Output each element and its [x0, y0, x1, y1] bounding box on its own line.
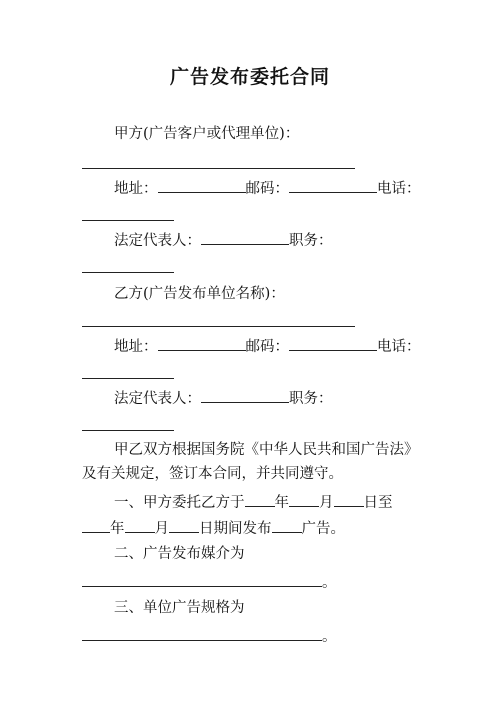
month2-blank [125, 518, 155, 533]
day-to-label: 日至 [363, 495, 393, 511]
rep-label: 法定代表人： [114, 391, 201, 407]
year-label: 年 [274, 495, 289, 511]
address-label: 地址： [114, 181, 158, 197]
clause-2-blank [82, 572, 337, 593]
clause-1-prefix: 一、甲方委托乙方于 [114, 495, 245, 511]
party-a-rep-row [114, 230, 333, 251]
ad-blank [272, 518, 302, 533]
month2-label: 月 [154, 521, 169, 537]
party-a-heading: 甲方(广告客户或代理单位)： [114, 126, 300, 142]
postcode-blank [289, 336, 377, 351]
clause-1-line-2 [82, 518, 345, 539]
month-blank [289, 492, 319, 507]
party-b-name-blank [82, 312, 355, 333]
day2-blank [169, 518, 199, 533]
period-label: 日期间发布 [199, 521, 272, 537]
phone-label: 电话： [377, 181, 421, 197]
party-b-position-blank [82, 416, 174, 437]
clause-3-end: 。 [322, 629, 337, 645]
party-b-heading: 乙方(广告发布单位名称)： [114, 286, 285, 302]
ad-suffix: 广告。 [301, 521, 345, 537]
postcode-blank [289, 178, 377, 193]
phone-label: 电话： [377, 339, 421, 355]
postcode-label: 邮码： [245, 339, 289, 355]
rep-label: 法定代表人： [114, 233, 201, 249]
rep-blank [201, 230, 289, 245]
party-a-position-blank [82, 258, 174, 279]
clause-1-line-1 [114, 492, 393, 513]
rep-blank [201, 388, 289, 403]
party-a-name-blank [82, 154, 355, 175]
party-b-address-row [114, 336, 421, 357]
position-label: 职务： [289, 391, 333, 407]
preamble-line-2: 及有关规定，签订本合同，并共同遵守。 [82, 466, 343, 482]
year2-blank [82, 518, 110, 533]
day-blank [334, 492, 364, 507]
position-label: 职务： [289, 233, 333, 249]
party-b-rep-row [114, 388, 333, 409]
month-label: 月 [319, 495, 334, 511]
clause-2-label: 二、广告发布媒介为 [114, 546, 245, 562]
document-title: 广告发布委托合同 [169, 66, 330, 88]
preamble-line-1: 甲乙双方根据国务院《中华人民共和国广告法》 [114, 442, 419, 458]
party-a-phone-blank [82, 206, 174, 227]
clause-3-label: 三、单位广告规格为 [114, 600, 245, 616]
postcode-label: 邮码： [245, 181, 289, 197]
clause-3-blank [82, 626, 337, 647]
clause-2-end: 。 [322, 575, 337, 591]
address-blank [158, 178, 246, 193]
year2-label: 年 [110, 521, 125, 537]
address-label: 地址： [114, 339, 158, 355]
party-b-phone-blank [82, 364, 174, 385]
year-blank [245, 492, 275, 507]
address-blank [158, 336, 246, 351]
party-a-address-row [114, 178, 421, 199]
